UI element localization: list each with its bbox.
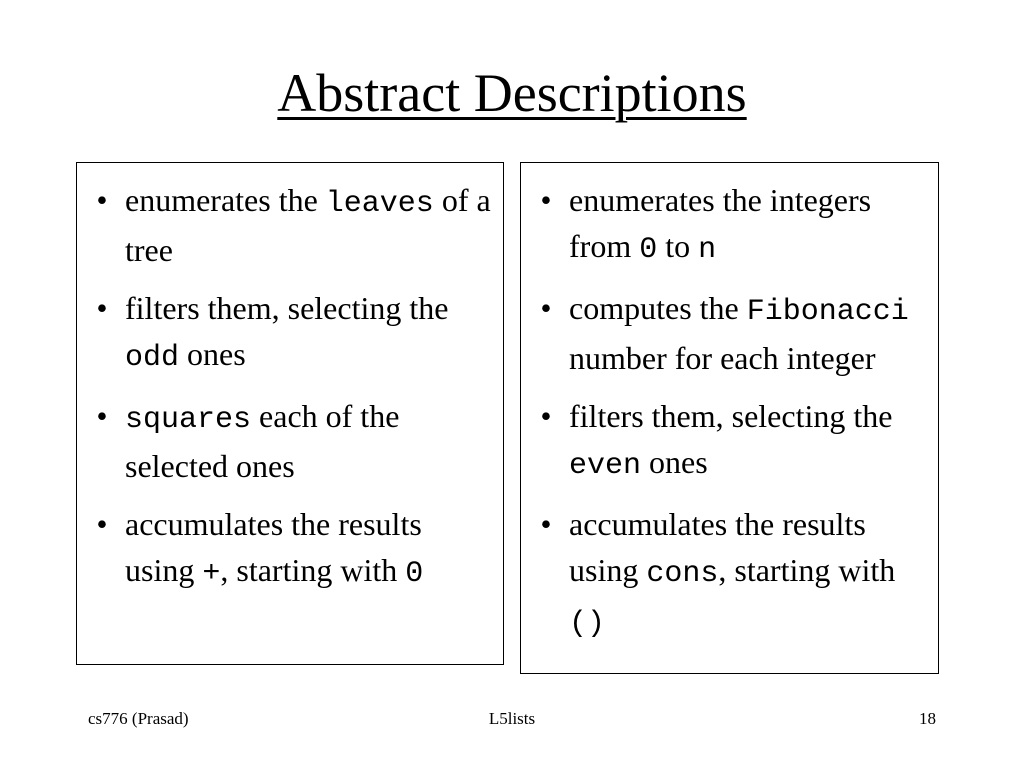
code-term: odd [125,341,180,375]
bullet-marker: • [96,182,108,218]
code-term: even [569,449,642,483]
footer-course: cs776 (Prasad) [88,709,189,728]
bullet-marker: • [540,182,552,218]
bullet-marker: • [96,506,108,542]
list-item [77,177,503,273]
footer-lecture: L5lists [488,709,536,728]
item-text: , starting with [220,552,406,588]
item-text: computes the [569,290,747,326]
item-text: enumerates the integers from [569,182,872,264]
item-text: filters them, selecting the [569,398,893,434]
code-term: Fibonacci [746,295,909,329]
code-term: cons [646,557,719,591]
slide-title: Abstract Descriptions [277,63,747,123]
left-bullet-list [77,177,503,609]
code-term: 0 [639,233,658,267]
list-item [77,501,503,597]
right-description-box [520,162,939,674]
item-text: each of the selected ones [125,398,400,484]
bullet-marker: • [540,290,552,326]
code-term: squares [125,403,252,437]
list-item [521,285,938,381]
list-item [521,177,938,273]
item-text: to [657,228,699,264]
item-text: accumulates the results using [569,506,866,588]
bullet-marker: • [540,398,552,434]
footer-page-number: 18 [919,709,936,728]
bullet-marker: • [96,290,108,326]
bullet-marker: • [96,398,108,434]
list-item [77,285,503,381]
item-text: number for each integer [569,340,876,376]
item-text: enumerates the [125,182,326,218]
code-term: 0 [405,557,424,591]
item-text: , starting with [718,552,896,588]
code-term: leaves [325,187,434,221]
left-description-box [76,162,504,665]
code-term: () [569,607,606,641]
list-item [521,501,938,647]
item-text: of a tree [125,182,491,268]
list-item [521,393,938,489]
code-term: n [698,233,717,267]
item-text: ones [179,336,246,372]
right-bullet-list [521,177,938,659]
code-term: + [202,557,221,591]
item-text: accumulates the results using [125,506,422,588]
list-item [77,393,503,489]
item-text: filters them, selecting the [125,290,449,326]
item-text: ones [641,444,708,480]
bullet-marker: • [540,506,552,542]
